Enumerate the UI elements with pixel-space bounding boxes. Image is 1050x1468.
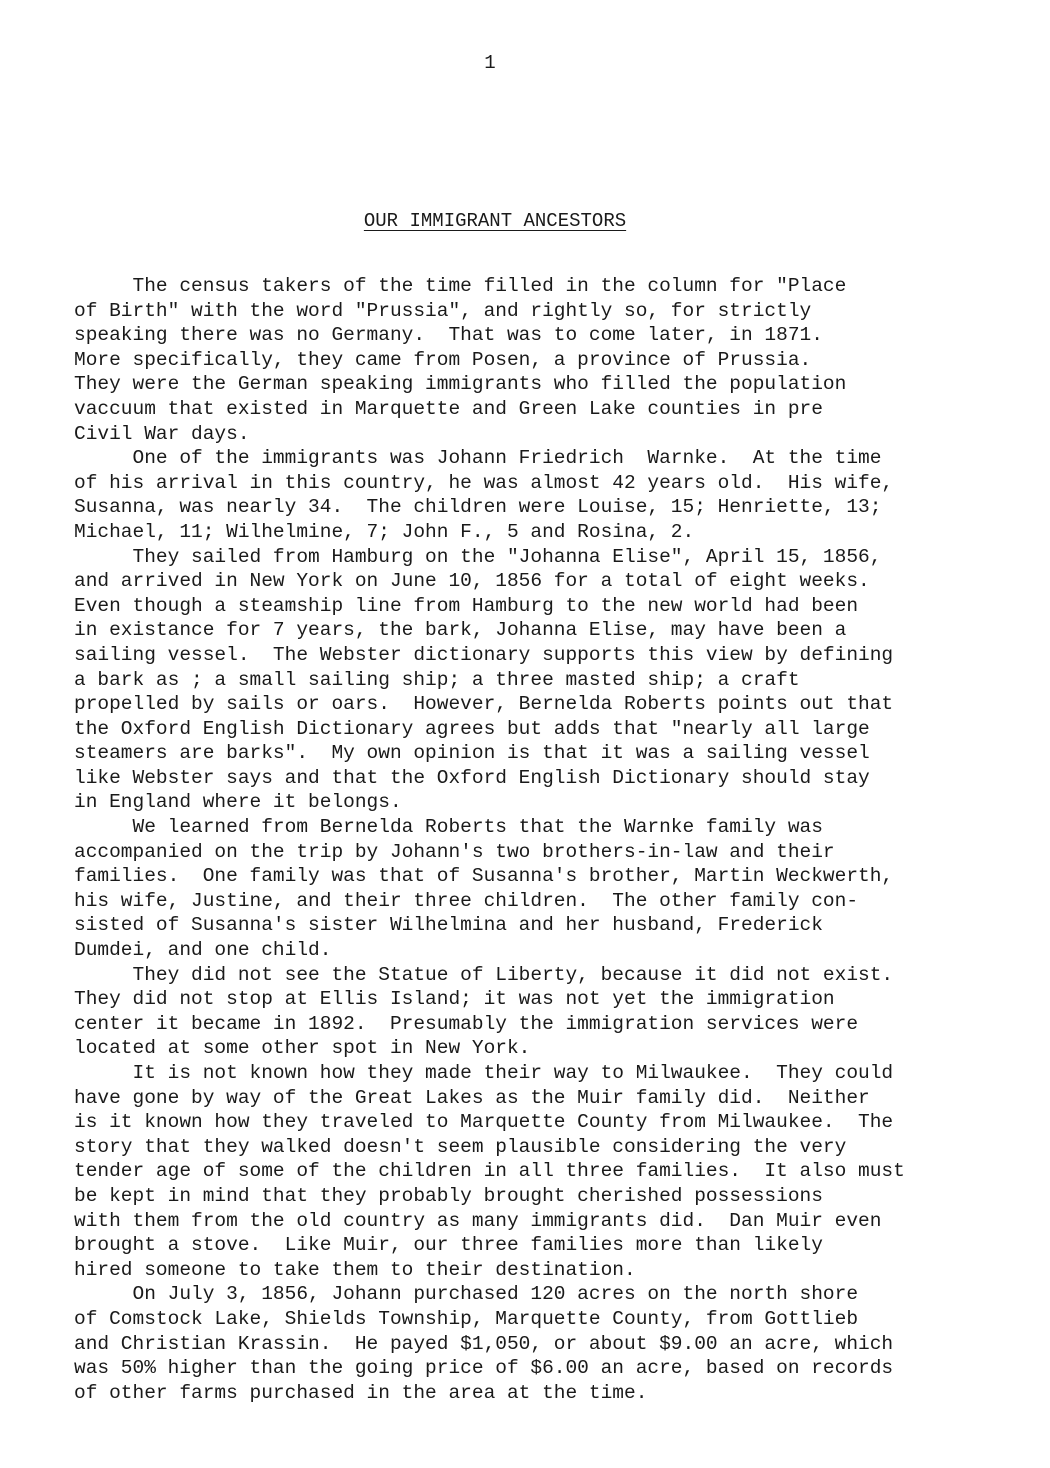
text-line: of other farms purchased in the area at the time. (74, 1381, 648, 1404)
text-line: steamers are barks". My own opinion is that it was a sailing vessel (74, 742, 870, 765)
text-line: Civil War days. (74, 422, 250, 445)
text-line: Even though a steamship line from Hamburg to the new world had been (74, 594, 859, 617)
text-line: hired someone to take them to their destination. (74, 1258, 636, 1281)
text-line: of Birth" with the word "Prussia", and rightly so, for strictly (74, 299, 812, 322)
text-line: of Comstock Lake, Shields Township, Marquette County, from Gottlieb (74, 1307, 859, 1330)
text-line: vaccuum that existed in Marquette and Green Lake counties in pre (74, 397, 823, 420)
text-line: More specifically, they came from Posen, a province of Prussia. (74, 348, 812, 371)
text-line: They did not see the Statue of Liberty, because it did not exist. (74, 963, 894, 986)
text-line: like Webster says and that the Oxford English Dictionary should stay (74, 766, 870, 789)
text-line: It is not known how they made their way to Milwaukee. They could (74, 1062, 894, 1084)
text-line: We learned from Bernelda Roberts that the Warnke family was (74, 816, 823, 839)
text-line: be kept in mind that they probably brought cherished possessions (74, 1184, 823, 1207)
text-line: with them from the old country as many immigrants did. Dan Muir even (74, 1209, 882, 1232)
text-line: and arrived in New York on June 10, 1856 for a total of eight weeks. (74, 570, 870, 593)
text-line: have gone by way of the Great Lakes as the Muir family did. Neither (74, 1086, 870, 1109)
text-line: of his arrival in this country, he was almost 42 years old. His wife, (74, 471, 894, 494)
text-line: They did not stop at Ellis Island; it was not yet the immigration (74, 988, 835, 1011)
text-line: tender age of some of the children in all three families. It also must (74, 1160, 905, 1183)
text-line: families. One family was that of Susanna's brother, Martin Weckwerth, (74, 865, 894, 888)
text-line: They sailed from Hamburg on the "Johanna Elise", April 15, 1856, (74, 545, 882, 568)
text-line: sailing vessel. The Webster dictionary supports this view by defining (74, 643, 894, 666)
text-line: center it became in 1892. Presumably the immigration services were (74, 1012, 859, 1035)
text-line: Michael, 11; Wilhelmine, 7; John F., 5 and Rosina, 2. (74, 520, 695, 543)
text-line: is it known how they traveled to Marquette County from Milwaukee. The (74, 1111, 894, 1134)
text-line: On July 3, 1856, Johann purchased 120 acres on the north shore (74, 1283, 859, 1306)
text-line: brought a stove. Like Muir, our three families more than likely (74, 1234, 823, 1257)
text-line: located at some other spot in New York. (74, 1037, 531, 1060)
text-line: accompanied on the trip by Johann's two brothers-in-law and their (74, 840, 835, 863)
text-line: Susanna, was nearly 34. The children were Louise, 15; Henriette, 13; (74, 496, 882, 519)
text-line: story that they walked doesn't seem plausible considering the very (74, 1135, 847, 1158)
text-line: the Oxford English Dictionary agrees but adds that "nearly all large (74, 717, 870, 740)
text-line: sisted of Susanna's sister Wilhelmina and her husband, Frederick (74, 914, 823, 937)
text-line: One of the immigrants was Johann Friedrich Warnke. At the time (74, 447, 882, 470)
text-line: was 50% higher than the going price of $6.00 an acre, based on records (74, 1357, 894, 1380)
document-title: OUR IMMIGRANT ANCESTORS (363, 210, 627, 232)
text-line: Dumdei, and one child. (74, 939, 332, 962)
text-line: speaking there was no Germany. That was to come later, in 1871. (74, 324, 823, 347)
text-line: and Christian Krassin. He payed $1,050, or about $9.00 an acre, which (74, 1332, 894, 1355)
text-line: The census takers of the time filled in the column for "Place (74, 275, 847, 297)
text-line: his wife, Justine, and their three children. The other family con- (74, 889, 859, 912)
text-line: in existance for 7 years, the bark, Johanna Elise, may have been a (74, 619, 847, 642)
text-line: in England where it belongs. (74, 791, 402, 814)
text-line: a bark as ; a small sailing ship; a three masted ship; a craft (74, 668, 800, 691)
body-text (74, 274, 1034, 1405)
text-line: propelled by sails or oars. However, Bernelda Roberts points out that (74, 693, 894, 716)
page-number: 1 (484, 52, 496, 74)
text-line: They were the German speaking immigrants who filled the population (74, 373, 847, 396)
